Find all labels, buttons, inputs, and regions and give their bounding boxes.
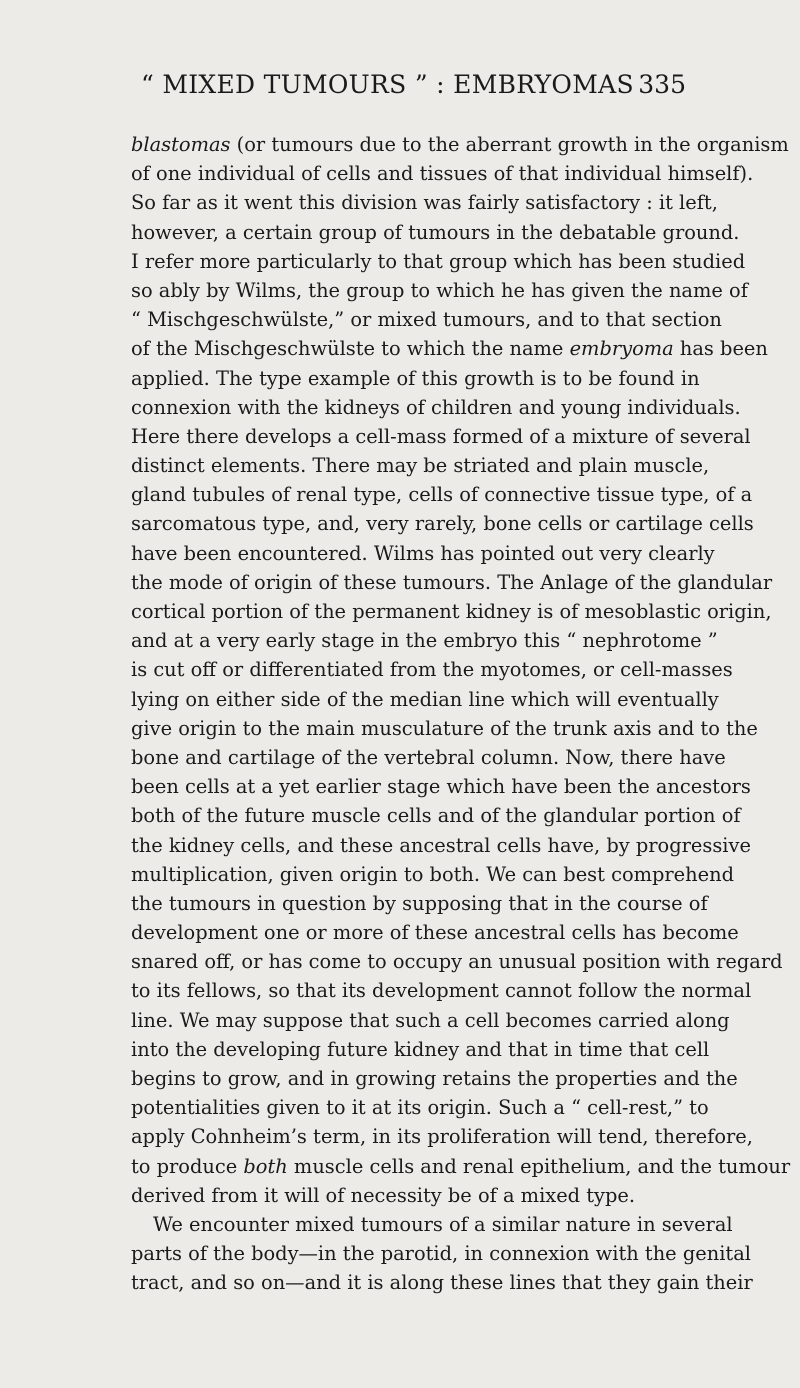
text-line bbox=[131, 1152, 791, 1181]
text-span: has been bbox=[673, 337, 768, 361]
text-span: sarcomatous type, and, very rarely, bone cells or cartilage cells bbox=[131, 512, 754, 536]
text-line bbox=[131, 539, 715, 568]
text-span: is cut off or differentiated from the myotomes, or cell-masses bbox=[131, 658, 733, 682]
text-span: begins to grow, and in growing retains the properties and the bbox=[131, 1067, 738, 1090]
page-number: 335 bbox=[638, 70, 686, 99]
text-span: have been encountered. Wilms has pointed out very clearly bbox=[131, 541, 715, 565]
text-span: been cells at a yet earlier stage which have been the ancestors bbox=[131, 775, 751, 799]
text-span: multiplication, given origin to both. We can best comprehend bbox=[131, 862, 735, 886]
text-line bbox=[131, 626, 718, 655]
text-span: derived from it will of necessity be of a mixed type. bbox=[131, 1183, 636, 1207]
running-title: “ MIXED TUMOURS ” : EMBRYOMAS bbox=[141, 70, 634, 99]
text-line bbox=[131, 743, 726, 772]
text-line bbox=[131, 801, 741, 830]
text-line bbox=[131, 976, 752, 1005]
text-line bbox=[131, 568, 773, 597]
text-line bbox=[131, 334, 768, 363]
text-line bbox=[131, 1093, 709, 1122]
text-line bbox=[131, 247, 746, 276]
text-span: snared off, or has come to occupy an unusual position with regard bbox=[131, 950, 783, 974]
text-span: both of the future muscle cells and of the glandular portion of bbox=[131, 804, 741, 828]
text-span: (or tumours due to the aberrant growth in the organism bbox=[230, 133, 789, 156]
text-line bbox=[131, 918, 739, 947]
text-span: development one or more of these ancestral cells has become bbox=[131, 921, 739, 945]
text-span: connexion with the kidneys of children and young individuals. bbox=[131, 395, 741, 419]
text-span: cortical portion of the permanent kidney is of mesoblastic origin, bbox=[131, 600, 772, 623]
text-line bbox=[131, 188, 718, 217]
text-span: apply Cohnheim’s term, in its proliferation will tend, therefore, bbox=[131, 1125, 753, 1149]
text-line bbox=[131, 1122, 753, 1151]
text-span: of the Mischgeschwülste to which the name bbox=[131, 337, 570, 361]
text-line bbox=[131, 947, 783, 976]
text-line bbox=[131, 480, 753, 509]
italic-text: blastomas bbox=[131, 133, 231, 156]
text-span: give origin to the main musculature of the trunk axis and to the bbox=[131, 716, 758, 740]
text-span: lying on either side of the median line which will eventually bbox=[131, 687, 719, 711]
body-text bbox=[131, 130, 791, 1298]
text-span: potentialities given to it at its origin. Such a “ cell-rest,” to bbox=[131, 1096, 709, 1120]
text-span: applied. The type example of this growth is to be found in bbox=[131, 366, 700, 390]
text-line bbox=[131, 1006, 730, 1035]
text-span: line. We may suppose that such a cell becomes carried along bbox=[131, 1008, 730, 1032]
text-line bbox=[131, 714, 758, 743]
text-span: distinct elements. There may be striated and plain muscle, bbox=[131, 454, 710, 478]
text-line bbox=[131, 860, 735, 889]
text-line bbox=[131, 1181, 686, 1210]
text-line bbox=[131, 130, 789, 159]
text-line bbox=[131, 393, 741, 422]
text-line bbox=[131, 159, 754, 188]
text-line bbox=[131, 1268, 753, 1297]
text-span: to its fellows, so that its development cannot follow the normal bbox=[131, 979, 752, 1003]
text-span: the tumours in question by supposing that in the course of bbox=[131, 891, 708, 915]
text-span: gland tubules of renal type, cells of connective tissue type, of a bbox=[131, 483, 753, 507]
text-line bbox=[131, 655, 733, 684]
text-span: to produce bbox=[131, 1154, 244, 1178]
text-line bbox=[131, 1064, 738, 1093]
text-span: tract, and so on—and it is along these lines that they gain their bbox=[131, 1271, 753, 1295]
italic-text: both bbox=[243, 1154, 288, 1178]
text-line bbox=[131, 305, 722, 334]
text-span: of one individual of cells and tissues of that individual himself). bbox=[131, 162, 754, 186]
text-span: the kidney cells, and these ancestral cells have, by progressive bbox=[131, 833, 751, 857]
text-span: So far as it went this division was fairly satisfactory : it left, bbox=[131, 191, 718, 215]
text-line bbox=[131, 1239, 751, 1268]
text-span: however, a certain group of tumours in the debatable ground. bbox=[131, 220, 740, 244]
text-line bbox=[131, 451, 710, 480]
running-head bbox=[131, 70, 686, 102]
text-line bbox=[131, 218, 740, 247]
text-line bbox=[131, 831, 751, 860]
text-line bbox=[131, 889, 708, 918]
text-span: muscle cells and renal epithelium, and the tumour bbox=[287, 1154, 791, 1178]
text-span: the mode of origin of these tumours. The Anlage of the glandular bbox=[131, 570, 773, 594]
text-span: I refer more particularly to that group which has been studied bbox=[131, 249, 746, 273]
text-line bbox=[131, 364, 700, 393]
text-span: into the developing future kidney and that in time that cell bbox=[131, 1037, 710, 1061]
text-line bbox=[131, 1035, 710, 1064]
text-line bbox=[131, 509, 754, 538]
text-span: so ably by Wilms, the group to which he has given the name of bbox=[131, 278, 748, 302]
text-span: and at a very early stage in the embryo this “ nephrotome ” bbox=[131, 629, 718, 653]
text-line bbox=[131, 1210, 733, 1239]
text-span: bone and cartilage of the vertebral column. Now, there have bbox=[131, 745, 726, 769]
text-line bbox=[131, 276, 748, 305]
text-span: parts of the body—in the parotid, in connexion with the genital bbox=[131, 1242, 751, 1266]
text-span: We encounter mixed tumours of a similar nature in several bbox=[153, 1212, 733, 1236]
text-line bbox=[131, 597, 772, 626]
text-line bbox=[131, 685, 719, 714]
italic-text: embryoma bbox=[569, 337, 674, 361]
text-line bbox=[131, 772, 751, 801]
text-line bbox=[131, 422, 751, 451]
text-span: Here there develops a cell-mass formed of a mixture of several bbox=[131, 424, 751, 448]
text-span: “ Mischgeschwülste,” or mixed tumours, and to that section bbox=[131, 308, 722, 332]
